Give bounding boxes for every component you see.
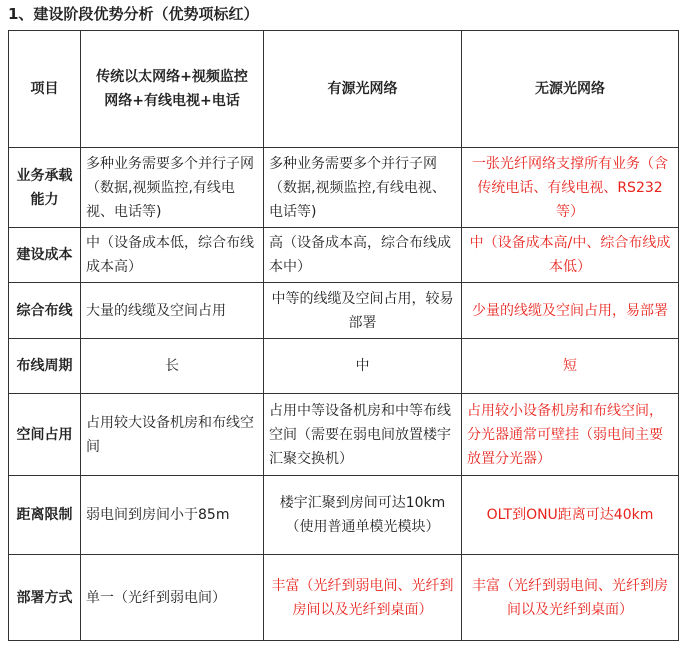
row-label: 距离限制 (9, 476, 81, 555)
cell-traditional: 大量的线缆及空间占用 (81, 283, 264, 339)
cell-traditional: 中（设备成本低，综合布线成本高） (81, 228, 264, 283)
header-passive-optical-network: 无源光网络 (462, 31, 679, 148)
row-label: 建设成本 (9, 228, 81, 283)
header-item: 项目 (9, 31, 81, 148)
table-row (9, 148, 679, 228)
row-label: 空间占用 (9, 394, 81, 476)
cell-passive: 一张光纤网络支撑所有业务（含传统电话、有线电视、RS232等） (462, 148, 679, 228)
cell-active: 中 (264, 339, 462, 394)
cell-traditional: 单一（光纤到弱电间） (81, 555, 264, 641)
table-row (9, 283, 679, 339)
table-row (9, 228, 679, 283)
table-row (9, 394, 679, 476)
cell-traditional: 长 (81, 339, 264, 394)
cell-passive: 占用较小设备机房和布线空间，分光器通常可壁挂（弱电间主要放置分光器） (462, 394, 679, 476)
cell-passive: 短 (462, 339, 679, 394)
cell-traditional: 弱电间到房间小于85m (81, 476, 264, 555)
cell-active: 中等的线缆及空间占用，较易部署 (264, 283, 462, 339)
cell-passive: 中（设备成本高/中、综合布线成本低） (462, 228, 679, 283)
cell-traditional: 多种业务需要多个并行子网（数据,视频监控,有线电视、电话等) (81, 148, 264, 228)
row-label: 布线周期 (9, 339, 81, 394)
header-traditional-network: 传统以太网络+视频监控网络+有线电视+电话 (81, 31, 264, 148)
cell-passive: OLT到ONU距离可达40km (462, 476, 679, 555)
cell-passive: 少量的线缆及空间占用，易部署 (462, 283, 679, 339)
row-label: 综合布线 (9, 283, 81, 339)
cell-active: 丰富（光纤到弱电间、光纤到房间以及光纤到桌面） (264, 555, 462, 641)
comparison-table (8, 30, 679, 641)
header-active-optical-network: 有源光网络 (264, 31, 462, 148)
row-label: 业务承载能力 (9, 148, 81, 228)
table-row (9, 476, 679, 555)
cell-active: 多种业务需要多个并行子网（数据,视频监控,有线电视、电话等) (264, 148, 462, 228)
cell-passive: 丰富（光纤到弱电间、光纤到房间以及光纤到桌面） (462, 555, 679, 641)
cell-active: 楼宇汇聚到房间可达10km（使用普通单模光模块） (264, 476, 462, 555)
section-heading: 1、建设阶段优势分析（优势项标红） (8, 5, 259, 23)
cell-active: 高（设备成本高，综合布线成本中） (264, 228, 462, 283)
cell-active: 占用中等设备机房和中等布线空间（需要在弱电间放置楼宇汇聚交换机） (264, 394, 462, 476)
header-row (9, 31, 679, 148)
row-label: 部署方式 (9, 555, 81, 641)
table-row (9, 339, 679, 394)
cell-traditional: 占用较大设备机房和布线空间 (81, 394, 264, 476)
table-row (9, 555, 679, 641)
